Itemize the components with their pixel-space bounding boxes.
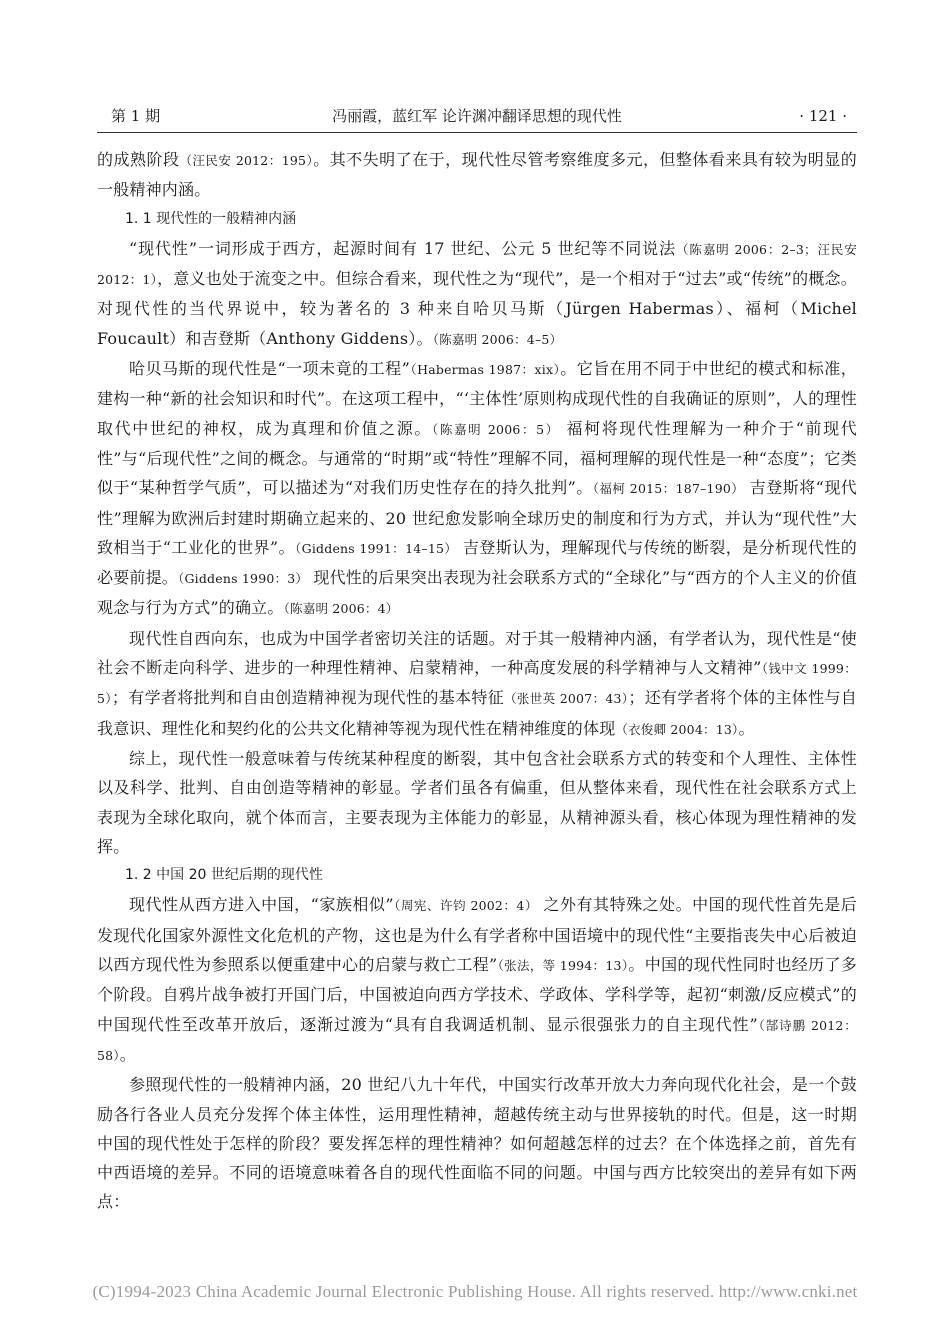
paragraph — [97, 234, 857, 354]
citation: （陈嘉明 2006：2–3；汪民安 2012：1） — [97, 241, 857, 288]
citation: （周宪、许钧 2002：4） — [393, 898, 538, 914]
text-run: 吉登斯认为，理解现代与传统的断裂，是分析现代性的必要前提。 — [97, 537, 857, 588]
page-number: · 121 · — [799, 107, 847, 125]
copyright-footer: (C)1994-2023 China Academic Journal Electronic Publishing House. All rights reserved. http://www.cnki.net — [92, 1282, 858, 1301]
article-body — [97, 145, 857, 1217]
paragraph — [97, 354, 857, 624]
issue-label: 第 1 期 — [111, 107, 161, 125]
header-divider — [97, 132, 857, 133]
citation: （陈嘉明 2006：4–5） — [432, 331, 563, 347]
text-run: 现代性的后果突出表现为社会联系方式的“全球化”与“西方的个人主义的价值观念与行为方式”的确立。 — [97, 568, 857, 618]
text-run: 综上，现代性一般意味着与传统某种程度的断裂，其中包含社会联系方式的转变和个人理性、主体性以及科学、批判、自由创造等精神的彰显。学者们虽各有偏重，但从整体来看，现代性在社会联系方式上表现为全球化取向，就个体而言，主要表现为主体能力的彰显，从精神源头看，核心体现为理性精神的发挥。 — [97, 748, 857, 856]
text-run: 。 — [738, 718, 755, 738]
text-run: ，意义也处于流变之中。但综合看来，现代性之为“现代”，是一个相对于“过去”或“传统”的概念。对现代性的当代界说中，较为著名的 3 种来自哈贝马斯（Jürgen Habermas）、福柯（Michel Foucault）和吉登斯（Anthony Giddens）。 — [97, 269, 857, 348]
text-run: ；还有学者将个体的主体性与自我意识、理性化和契约化的公共文化精神等视为现代性在精神维度的体现 — [97, 688, 857, 738]
section-heading: 1. 2 中国 20 世纪后期的现代性 — [125, 867, 323, 884]
paragraph — [97, 1070, 857, 1216]
citation: （衣俊卿 2004：13） — [615, 721, 739, 737]
text-run: 吉登斯将“现代性”理解为欧洲后封建时期确立起来的、20 世纪愈发影响全球历史的制度和行为方式，并认为“现代性”大致相当于“工业化的世界”。 — [97, 478, 857, 557]
text-run: 的成熟阶段 — [97, 150, 180, 169]
citation: （陈嘉明 2006：4） — [283, 601, 399, 617]
paragraph — [97, 624, 857, 744]
paragraph — [97, 744, 857, 861]
text-run: 福柯将现代性理解为一种介于“前现代性”与“后现代性”之间的概念。与通常的“时期”或“特性”理解不同，福柯理解的现代性是一种“态度”；它类似于“某种哲学气质”，可以描述为“对我们历史性存在的持久批判”。 — [97, 418, 858, 498]
text-run: 现代性从西方进入中国，“家族相似” — [129, 895, 394, 915]
text-run: 。中国的现代性同时也经历了多个阶段。自鸦片战争被打开国门后，中国被迫向西方学技术、学政体、学科学等，起初“刺激/反应模式”的中国现代性至改革开放后，逐渐过渡为“具有自我调适机制、显示很强张力的自主现代性” — [97, 955, 857, 1034]
text-run: 参照现代性的一般精神内涵，20 世纪八九十年代，中国实行改革开放大力奔向现代化社会，是一个鼓励各行各业人员充分发挥个体主体性，运用理性精神，超越传统主动与世界接轨的时代。但是，这一时期中国的现代性处于怎样的阶段？要发挥怎样的理性精神？如何超越怎样的过去？在个体选择之前，首先有中西语境的差异。不同的语境意味着各自的现代性面临不同的问题。中国与西方比较突出的差异有如下两点： — [97, 1075, 857, 1212]
citation: （钱中文 1999：5） — [97, 661, 857, 707]
citation: （福柯 2015：187–190） — [592, 481, 745, 497]
text-run: 。 — [119, 1044, 136, 1064]
citation: （陈嘉明 2006：5） — [432, 421, 560, 437]
citation: （Habermas 1987：xix） — [410, 362, 561, 378]
citation: （Giddens 1990：3） — [178, 571, 309, 587]
citation: （张世英 2007：43） — [504, 691, 629, 707]
citation: （Giddens 1991：14–15） — [294, 540, 458, 556]
text-run: 之外有其特殊之处。中国的现代性首先是后发现代化国家外源性文化危机的产物，这也是为什么有学者称中国语境中的现代性“主要指丧失中心后被迫以西方现代性为参照系以便重建中心的启蒙与救亡工程” — [97, 895, 857, 975]
text-run: 。它旨在用不同于中世纪的模式和标准，建构一种“新的社会知识和时代”。在这项工程中，“‘主体性’原则构成现代性的自我确证的原则”，人的理性取代中世纪的神权，成为真理和价值之源。 — [97, 359, 857, 438]
paragraph — [97, 890, 857, 1070]
text-run: “现代性”一词形成于西方，起源时间有 17 世纪、公元 5 世纪等不同说法 — [129, 238, 676, 258]
article-running-title: 冯丽霞，蓝红军 论许渊冲翻译思想的现代性 — [332, 107, 622, 125]
citation: （郜诗鹏 2012：58） — [97, 1017, 857, 1063]
text-run: 哈贝马斯的现代性是“一项未竟的工程” — [129, 359, 411, 379]
section-heading: 1. 1 现代性的一般精神内涵 — [125, 210, 297, 227]
running-header — [97, 104, 857, 128]
paragraph — [97, 145, 857, 205]
citation: （汪民安 2012：195） — [179, 153, 314, 168]
text-run: ；有学者将批判和自由创造精神视为现代性的基本特征 — [111, 688, 505, 708]
text-run: 现代性自西向东，也成为中国学者密切关注的话题。对于其一般精神内涵，有学者认为，现代性是“使社会不断走向科学、进步的一种理性精神、启蒙精神，一种高度发展的科学精神与人文精神” — [97, 628, 857, 678]
text-run: 。其不失明了在于，现代性尽管考察维度多元，但整体看来具有较为明显的一般精神内涵。 — [97, 150, 857, 200]
citation: （张法，等 1994：13） — [497, 958, 629, 974]
